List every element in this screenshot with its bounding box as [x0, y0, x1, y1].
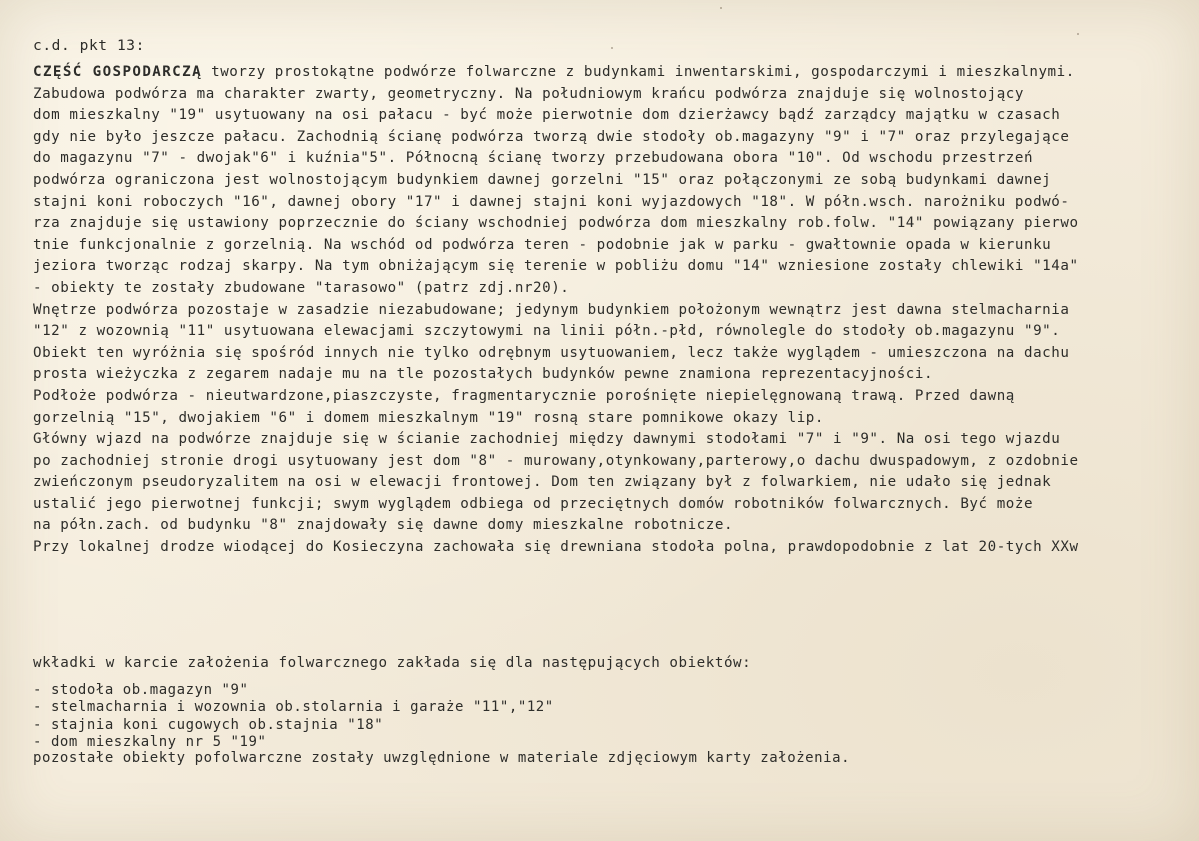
body-line: po zachodniej stronie drogi usytuowany jest dom "8" - murowany,otynkowany,parterowy,o dachu dwuspadowym, z ozdobnie — [33, 452, 1079, 469]
body-line: ustalić jego pierwotnej funkcji; swym wyglądem odbiega od przeciętnych domów robotników folwarcznych. Być może — [33, 495, 1034, 512]
body-line: rza znajduje się ustawiony poprzecznie do ściany wschodniej podwórza dom mieszkalny rob.folw. "14" powiązany pierwo — [33, 215, 1079, 232]
body-line-text: tworzy prostokątne podwórze folwarczne z budynkami inwentarskimi, gospodarczymi i mieszkalnymi. — [202, 64, 1075, 80]
body-line: Główny wjazd na podwórze znajduje się w ścianie zachodniej między dawnymi stodołami "7" i "9". Na osi tego wjazdu — [33, 431, 1061, 448]
section-lead-label: CZĘŚĆ GOSPODARCZĄ — [33, 64, 203, 80]
body-line: Przy lokalnej drodze wiodącej do Kosieczyna zachowała się drewniana stodoła polna, prawdopodobnie z lat 20-tych XXw — [33, 539, 1079, 556]
list-item: - stajnia koni cugowych ob.stajnia "18" — [33, 716, 384, 733]
body-line: tnie funkcjonalnie z gorzelnią. Na wschód od podwórza teren - podobnie jak w parku - gwałtownie opada w kierunku — [33, 236, 1052, 253]
body-line: podwórza ograniczona jest wolnostojącym budynkiem dawnej gorzelni "15" oraz połączonymi ze sobą budynkami dawnej — [33, 171, 1052, 188]
inserts-intro: wkładki w karcie założenia folwarcznego zakłada się dla następujących obiektów: — [33, 655, 752, 671]
body-line: jeziora tworząc rodzaj skarpy. Na tym obniżającym się terenie w pobliżu domu "14" wzniesione zostały chlewiki "14a" — [33, 258, 1079, 275]
body-line: Obiekt ten wyróżnia się spośród innych nie tylko odrębnym usytuowaniem, lecz także wyglądem - umieszczona na dachu — [33, 344, 1070, 361]
paper-speck — [720, 7, 722, 9]
body-line: Zabudowa podwórza ma charakter zwarty, geometryczny. Na południowym krańcu podwórza znajduje się wolnostojący — [33, 85, 1024, 102]
body-line: Wnętrze podwórza pozostaje w zasadzie niezabudowane; jedynym budynkiem położonym wewnątrz jest dawna stelmacharnia — [33, 301, 1070, 318]
inserts-list — [33, 682, 554, 752]
body-line: dom mieszkalny "19" usytuowany na osi pałacu - być może pierwotnie dom dzierżawcy bądź zarządcy majątku w czasach — [33, 107, 1061, 124]
body-line: "12" z wozownią "11" usytuowana elewacjami szczytowymi na linii półn.-płd, równolegle do stodoły ob.magazynu "9". — [33, 323, 1061, 340]
closing-note: pozostałe obiekty pofolwarczne zostały uwzględnione w materiale zdjęciowym karty założenia. — [33, 750, 851, 766]
continuation-header: c.d. pkt 13: — [33, 38, 145, 54]
body-line: - obiekty te zostały zbudowane "tarasowo" (patrz zdj.nr20). — [33, 279, 570, 296]
body-line: do magazynu "7" - dwojak"6" i kuźnia"5". Północną ścianę tworzy przebudowana obora "10". Od wschodu przestrzeń — [33, 150, 1034, 167]
paper-speck — [1077, 33, 1079, 35]
list-item: - stelmacharnia i wozownia ob.stolarnia i garaże "11","12" — [33, 699, 554, 716]
paper-speck — [611, 47, 613, 49]
list-item: - stodoła ob.magazyn "9" — [33, 682, 249, 698]
body-line: Podłoże podwórza - nieutwardzone,piaszczyste, fragmentarycznie porośnięte niepielęgnowaną trawą. Przed dawną — [33, 387, 1015, 404]
list-item: - dom mieszkalny nr 5 "19" — [33, 734, 267, 751]
body-line: gorzelnią "15", dwojakiem "6" i domem mieszkalnym "19" rosną stare pomnikowe okazy lip. — [33, 409, 824, 426]
body-line: prosta wieżyczka z zegarem nadaje mu na tle pozostałych budynków pewne znamiona reprezentacyjności. — [33, 366, 934, 383]
body-line: gdy nie było jeszcze pałacu. Zachodnią ścianę podwórza tworzą dwie stodoły ob.magazyny "9" i "7" oraz przylegające — [33, 128, 1070, 145]
body-line — [33, 62, 1195, 84]
body-line: na półn.zach. od budynku "8" znajdowały się dawne domy mieszkalne robotnicze. — [33, 517, 734, 534]
body-line: stajni koni roboczych "16", dawnej obory "17" i dawnej stajni koni wyjazdowych "18". W półn.wsch. narożniku podwó- — [33, 193, 1070, 210]
body-line: zwieńczonym pseudoryzalitem na osi w elewacji frontowej. Dom ten związany był z folwarkiem, nie udało się jednak — [33, 474, 1052, 491]
body-text — [33, 62, 1195, 559]
